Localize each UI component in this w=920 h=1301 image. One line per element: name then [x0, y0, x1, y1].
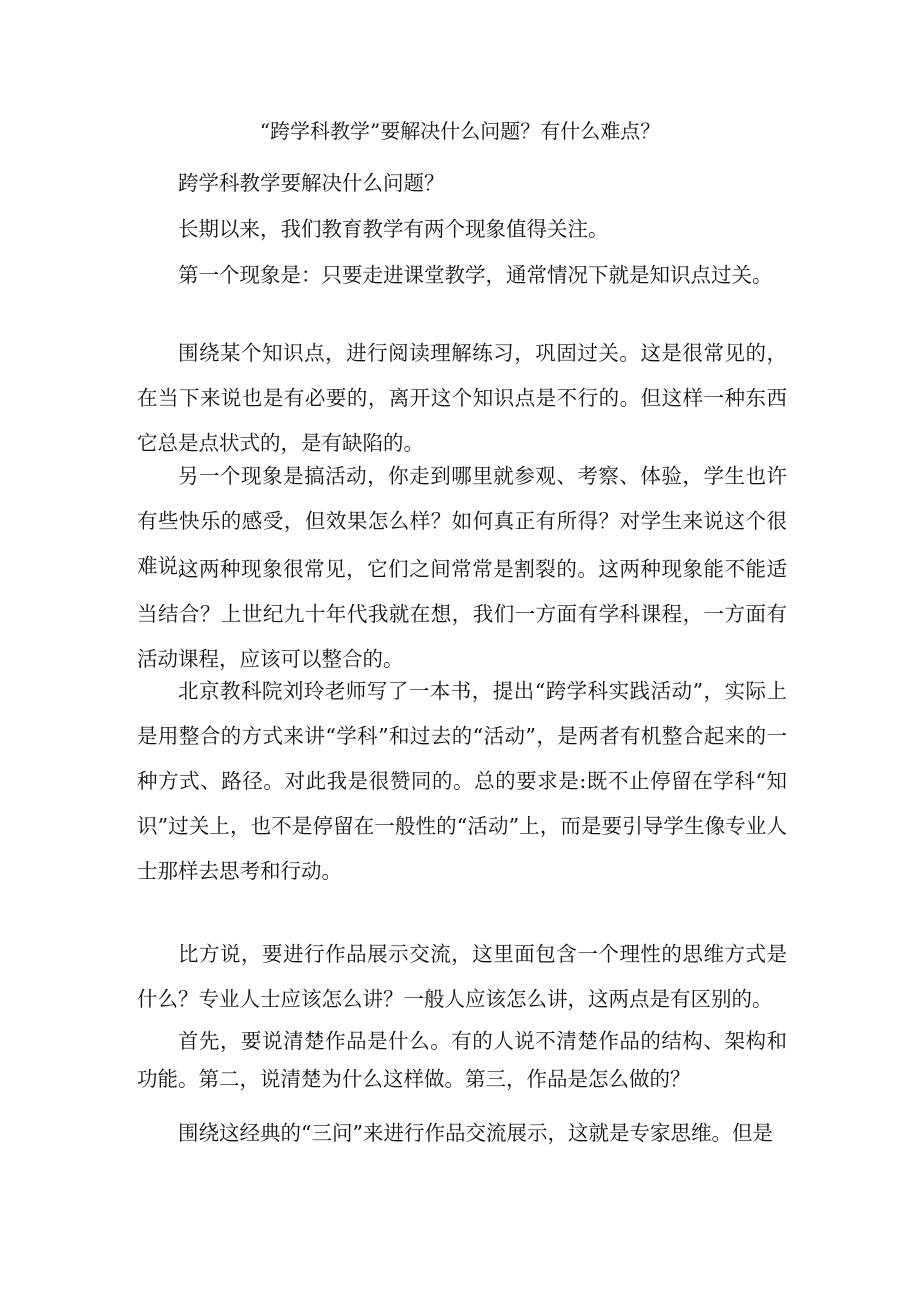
paragraph-subtitle: 跨学科教学要解决什么问题？ [178, 171, 445, 195]
paragraph-first-phenomenon: 第一个现象是：只要走进课堂教学，通常情况下就是知识点过关。 [178, 263, 773, 287]
paragraph-three-questions: 围绕这经典的“三问”来进行作品交流展示，这就是专家思维。但是 [178, 1121, 773, 1145]
paragraph-for-example: 比方说，要进行作品展示交流，这里面包含一个理性的思维方式是什么？专业人士应该怎么讲？一般人应该怎么讲，这两点是有区别的。 [137, 942, 787, 1011]
paragraph-two-phenomena: 这两种现象很常见，它们之间常常是割裂的。这两种现象能不能适当结合？上世纪九十年代我就在想，我们一方面有学科课程，一方面有活动课程，应该可以整合的。 [137, 557, 787, 671]
document-title: “跨学科教学”要解决什么问题？有什么难点？ [259, 119, 661, 143]
paragraph-around-knowledge: 围绕某个知识点，进行阅读理解练习，巩固过关。这是很常见的，在当下来说也是有必要的，离开这个知识点是不行的。但这样一种东西它总是点状式的，是有缺陷的。 [137, 341, 787, 455]
paragraph-firstly: 首先，要说清楚作品是什么。有的人说不清楚作品的结构、架构和功能。第二，说清楚为什么这样做。第三，作品是怎么做的？ [137, 1029, 787, 1091]
paragraph-another-phenomenon: 另一个现象是搞活动，你走到哪里就参观、考察、体验，学生也许有些快乐的感受，但效果怎么样？如何真正有所得？对学生来说这个很难说。 [137, 464, 787, 578]
paragraph-beijing-teacher: 北京教科院刘玲老师写了一本书，提出“跨学科实践活动”，实际上是用整合的方式来讲“学科”和过去的“活动”，是两者有机整合起来的一种方式、路径。对此我是很赞同的。总的要求是:既不止停留在学科“知识”过关上，也不是停留在一般性的“活动”上，而是要引导学生像专业人士那样去思考和行动。 [137, 679, 787, 883]
paragraph-intro: 长期以来，我们教育教学有两个现象值得关注。 [178, 217, 609, 241]
